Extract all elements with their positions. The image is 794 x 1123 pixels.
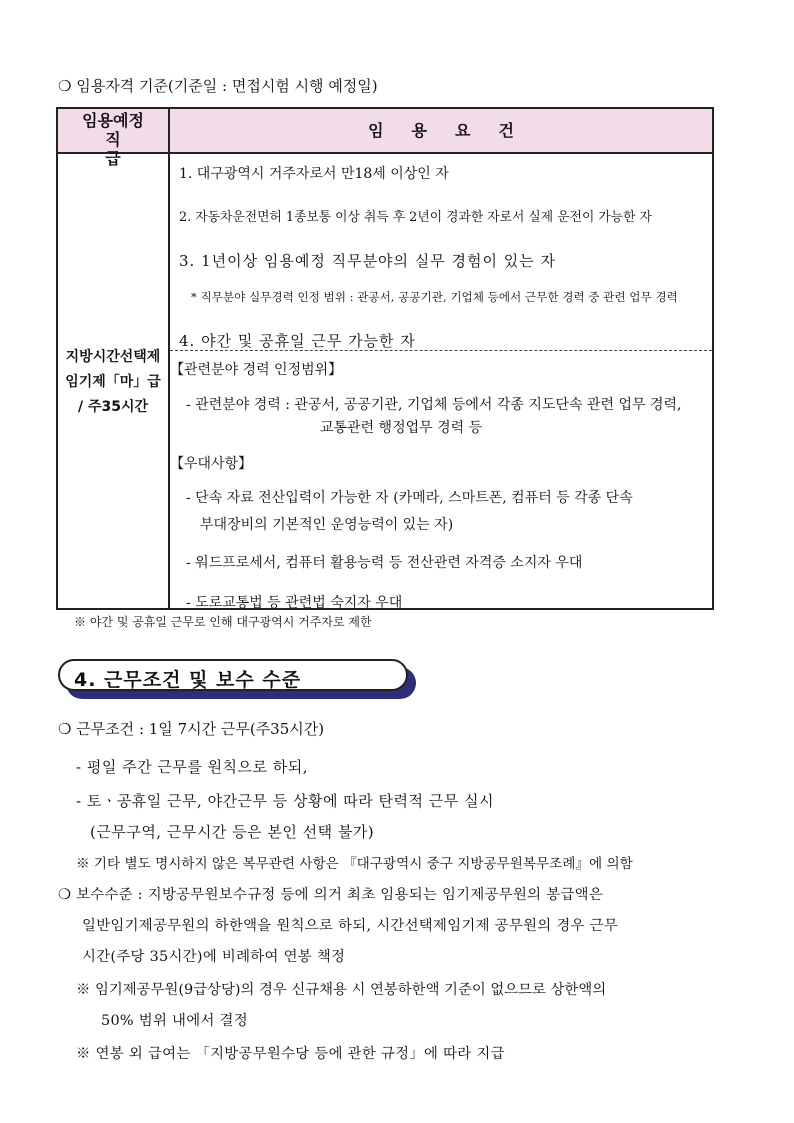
- pay-line2: 일반임기제공무원의 하한액을 원칙으로 하되, 시간선택제임기제 공무원의 경우 근무: [82, 918, 619, 934]
- preference-heading: 【우대사항】: [170, 456, 253, 472]
- header-grade-line1: 임용예정: [82, 111, 144, 130]
- pref2: - 워드프로세서, 컴퓨터 활용능력 등 전산관련 자격증 소지자 우대: [186, 555, 583, 571]
- pref3: - 도로교통법 등 관련법 숙지자 우대: [186, 595, 403, 611]
- requirement-3: 3. 1년이상 임용예정 직무분야의 실무 경험이 있는 자: [179, 252, 557, 270]
- conditions-heading: ❍ 근무조건 : 1일 7시간 근무(주35시간): [58, 720, 325, 738]
- pay-line1: ❍ 보수수준 : 지방공무원보수규정 등에 의거 최초 임용되는 임기제공무원의 봉급액은: [58, 887, 604, 903]
- related-heading: 【관련분야 경력 인정범위】: [170, 362, 343, 378]
- grade-line3: / 주35시간: [77, 399, 149, 415]
- conditions-line2: - 토ㆍ공휴일 근무, 야간근무 등 상황에 따라 탄력적 근무 실시: [76, 792, 495, 810]
- related-line2: 교통관련 행정업무 경력 등: [320, 420, 483, 436]
- header-grade-line2: 직급: [105, 130, 151, 168]
- table-footnote: ※ 야간 및 공휴일 근무로 인해 대구광역시 거주자로 제한: [74, 615, 372, 629]
- requirement-1: 1. 대구광역시 거주자로서 만18세 이상인 자: [179, 166, 449, 182]
- section-title: 4. 근무조건 및 보수 수준: [74, 669, 302, 691]
- pref1-line2: 부대장비의 기본적인 운영능력이 있는 자): [200, 517, 454, 533]
- grade-line1: 지방시간선택제: [65, 349, 161, 365]
- grade-line2: 임기제「마」급: [65, 374, 161, 390]
- pay-line6: ※ 연봉 외 급여는 「지방공무원수당 등에 관한 규정」에 따라 지급: [76, 1046, 505, 1062]
- pay-line3: 시간(주당 35시간)에 비례하여 연봉 책정: [82, 949, 346, 965]
- pay-line4: ※ 임기제공무원(9급상당)의 경우 신규채용 시 연봉하한액 기준이 없으므로 상한액의: [76, 982, 607, 998]
- requirement-4: 4. 야간 및 공휴일 근무 가능한 자: [179, 332, 416, 350]
- conditions-line1: - 평일 주간 근무를 원칙으로 하되,: [76, 758, 309, 776]
- pay-line5: 50% 범위 내에서 결정: [101, 1013, 248, 1029]
- related-line1: - 관련분야 경력 : 관공서, 공공기관, 기업체 등에서 각종 지도단속 관련 업무 경력,: [186, 397, 682, 413]
- conditions-line3: (근무구역, 근무시간 등은 본인 선택 불가): [90, 823, 375, 841]
- grade-cell: [58, 345, 168, 420]
- header-grade: [58, 111, 168, 168]
- conditions-line4: ※ 기타 별도 명시하지 않은 복무관련 사항은 『대구광역시 중구 지방공무원복무조례』에 의함: [76, 856, 633, 872]
- requirements-table: [56, 107, 714, 610]
- requirement-2: 2. 자동차운전면허 1종보통 이상 취득 후 2년이 경과한 자로서 실제 운전이 가능한 자: [179, 210, 652, 225]
- pref1-line1: - 단속 자료 전산입력이 가능한 자 (카메라, 스마트폰, 컴퓨터 등 각종 단속: [186, 490, 633, 506]
- section-title-box: [58, 659, 408, 691]
- requirement-note: * 직무분야 실무경력 인정 범위 : 관공서, 공공기관, 기업체 등에서 근무한 경력 중 관련 업무 경력: [191, 290, 678, 304]
- header-requirements: 임용요건: [368, 121, 542, 140]
- criteria-heading: ❍ 임용자격 기준(기준일 : 면접시험 시행 예정일): [58, 77, 378, 95]
